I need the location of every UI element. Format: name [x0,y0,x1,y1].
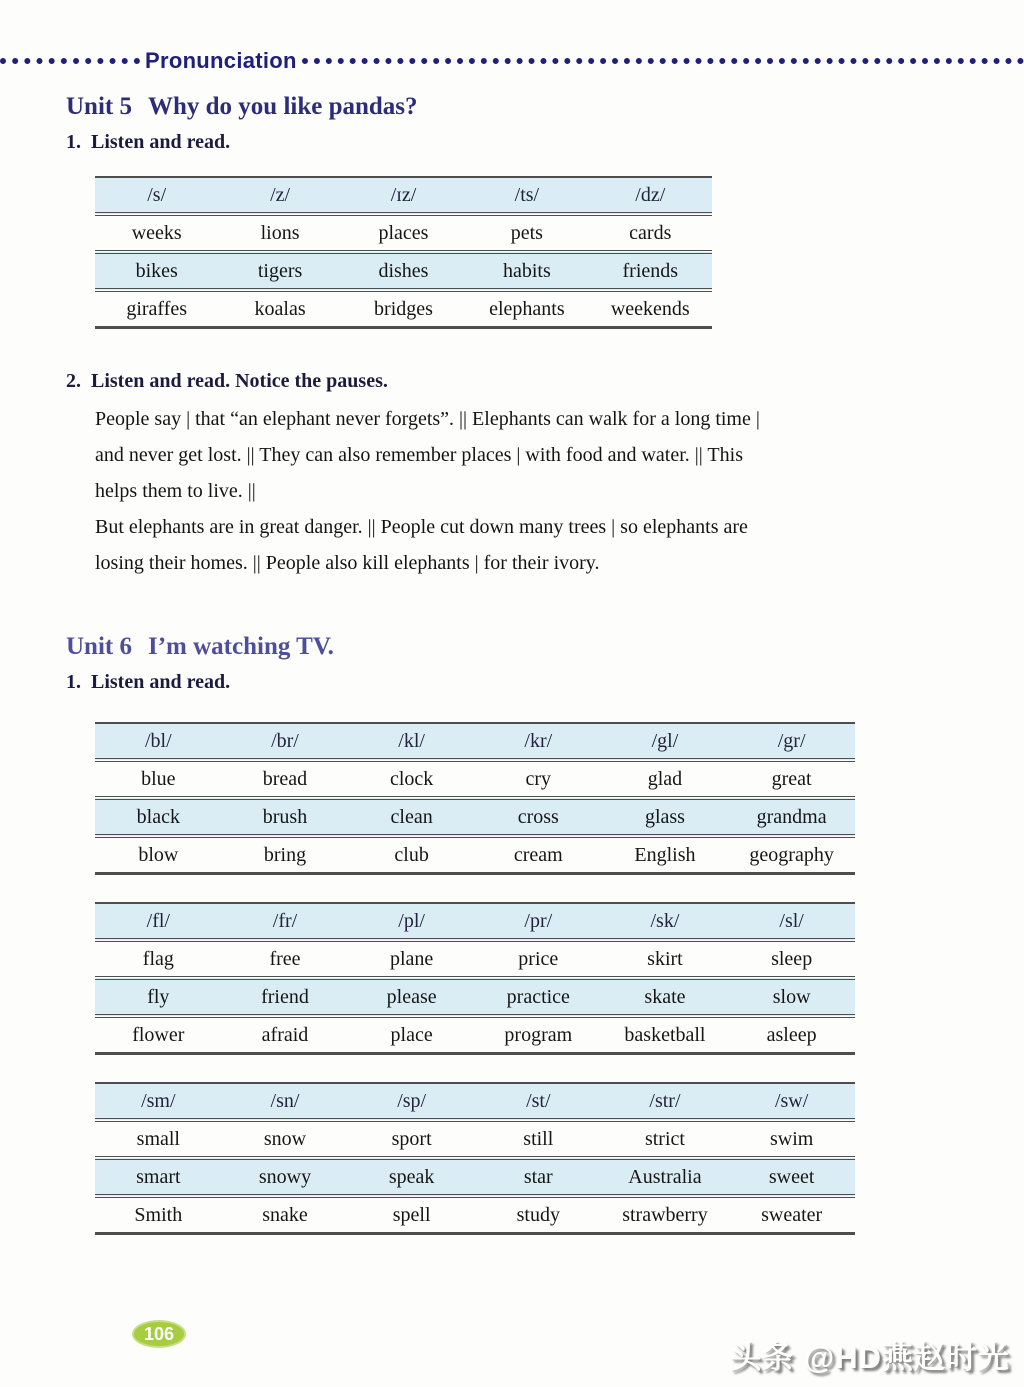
phoneme-header-cell: /sl/ [728,903,855,940]
table-row [95,760,855,798]
passage-line: But elephants are in great danger. || People cut down many trees | so elephants are [95,516,748,538]
word-cell: clean [348,798,475,836]
word-cell: study [516,1203,560,1226]
word-cell: Australia [602,1158,729,1196]
unit5-phonics-table [95,176,712,329]
unit5-task2: 2. Listen and read. Notice the pauses. [66,370,388,392]
passage-line: helps them to live. || [95,480,256,502]
word-cell: tigers [218,252,341,290]
word-cell: grandma [728,798,855,836]
word-cell: pets [510,221,543,244]
word-cell: Smith [134,1203,183,1226]
phoneme-header-cell: /pr/ [475,903,602,940]
word-cell: weeks [131,221,182,244]
word-cell: friends [589,252,712,290]
word-cell: fly [95,978,222,1016]
word-cell: strict [644,1127,685,1150]
word-cell: strawberry [622,1203,708,1226]
table-row [95,252,712,290]
phoneme-header-cell: /pl/ [348,903,475,940]
unit6-label: Unit 6 [66,633,132,660]
word-cell: still [523,1127,554,1150]
word-cell: black [95,798,222,836]
word-cell: afraid [261,1023,309,1046]
word-cell: cream [513,843,563,866]
word-cell: bring [263,843,307,866]
word-cell: club [394,843,429,866]
table-row [95,290,712,328]
unit6-task1: 1. Listen and read. [66,671,231,693]
word-cell: weekends [610,297,690,320]
word-cell: places [378,221,429,244]
word-cell: basketball [624,1023,706,1046]
word-cell: elephants [489,297,565,320]
word-cell: swim [769,1127,814,1150]
phoneme-header-cell: /sm/ [95,1083,222,1120]
word-cell: brush [222,798,349,836]
word-cell: cross [475,798,602,836]
word-cell: asleep [766,1023,817,1046]
word-cell: bridges [374,297,433,320]
word-cell: practice [475,978,602,1016]
phoneme-header-cell: /st/ [475,1083,602,1120]
word-cell: cry [525,767,552,790]
passage-line: People say | that “an elephant never forgets”. || Elephants can walk for a long time | [95,408,760,430]
word-cell: geography [749,843,834,866]
unit6-phonics-table-3 [95,1082,855,1235]
word-cell: program [504,1023,573,1046]
table-row [95,1196,855,1234]
passage-line: losing their homes. || People also kill elephants | for their ivory. [95,552,600,574]
word-cell: snow [263,1127,307,1150]
word-cell: sleep [771,947,813,970]
dotted-line-right [302,58,1024,64]
phoneme-header-cell: /sn/ [222,1083,349,1120]
word-cell: sweet [728,1158,855,1196]
table-row [95,978,855,1016]
word-cell: glad [647,767,683,790]
word-cell: bikes [95,252,218,290]
phoneme-header-cell: /dz/ [589,177,712,214]
word-cell: skirt [647,947,683,970]
unit6-phonics-table-2 [95,902,855,1055]
pronunciation-header [0,50,1024,72]
unit6-statement: I’m watching TV. [147,633,334,660]
word-cell: bread [262,767,308,790]
phoneme-header-cell: /s/ [95,177,218,214]
phoneme-header-cell: /ɪz/ [342,177,465,214]
word-cell: please [348,978,475,1016]
unit5-task1: 1. Listen and read. [66,131,231,153]
word-cell: friend [222,978,349,1016]
phoneme-header-cell: /kr/ [475,723,602,760]
phoneme-header-cell: /sp/ [348,1083,475,1120]
table-row [95,1158,855,1196]
word-cell: habits [465,252,588,290]
word-cell: glass [602,798,729,836]
unit5-title [66,93,418,121]
phoneme-header-cell: /br/ [222,723,349,760]
word-cell: smart [95,1158,222,1196]
word-cell: price [518,947,559,970]
page-number: 106 [143,1323,175,1344]
phoneme-header-cell: /str/ [602,1083,729,1120]
word-cell: dishes [342,252,465,290]
phoneme-header-cell: /gr/ [728,723,855,760]
word-cell: blow [138,843,179,866]
word-cell: snowy [222,1158,349,1196]
phoneme-header-cell: /sk/ [602,903,729,940]
table-row [95,903,855,940]
word-cell: English [634,843,696,866]
table-row [95,1016,855,1054]
phoneme-header-cell: /z/ [218,177,341,214]
word-cell: small [136,1127,180,1150]
word-cell: flower [132,1023,185,1046]
phoneme-header-cell: /fr/ [222,903,349,940]
table-row [95,798,855,836]
word-cell: spell [392,1203,431,1226]
table-row [95,1083,855,1120]
table-row [95,177,712,214]
table-row [95,214,712,252]
section-label: Pronunciation [145,48,297,73]
phoneme-header-cell: /ts/ [465,177,588,214]
phoneme-header-cell: /gl/ [602,723,729,760]
word-cell: speak [348,1158,475,1196]
word-cell: giraffes [126,297,188,320]
word-cell: sweater [761,1203,823,1226]
word-cell: slow [728,978,855,1016]
dotted-line-left [0,58,140,64]
word-cell: flag [142,947,174,970]
word-cell: star [475,1158,602,1196]
unit6-phonics-table-1 [95,722,855,875]
word-cell: koalas [254,297,306,320]
word-cell: snake [262,1203,308,1226]
word-cell: skate [602,978,729,1016]
passage-line: and never get lost. || They can also remember places | with food and water. || This [95,444,743,466]
table-row [95,723,855,760]
phoneme-header-cell: /bl/ [95,723,222,760]
word-cell: sport [391,1127,432,1150]
word-cell: blue [141,767,176,790]
phoneme-header-cell: /kl/ [348,723,475,760]
phoneme-header-cell: /fl/ [95,903,222,940]
unit5-label: Unit 5 [66,93,132,120]
phoneme-header-cell: /sw/ [728,1083,855,1120]
word-cell: plane [389,947,434,970]
pauses-passage [95,401,975,581]
table-row [95,940,855,978]
unit6-title [66,633,334,661]
word-cell: place [390,1023,433,1046]
table-row [95,1120,855,1158]
word-cell: free [269,947,301,970]
word-cell: great [771,767,812,790]
page-number-badge [132,1320,186,1348]
unit5-question: Why do you like pandas? [147,93,418,120]
table-row [95,836,855,874]
word-cell: lions [260,221,300,244]
word-cell: cards [629,221,672,244]
word-cell: clock [389,767,434,790]
watermark: 头条 @HD燕赵时光 [730,1340,1010,1375]
